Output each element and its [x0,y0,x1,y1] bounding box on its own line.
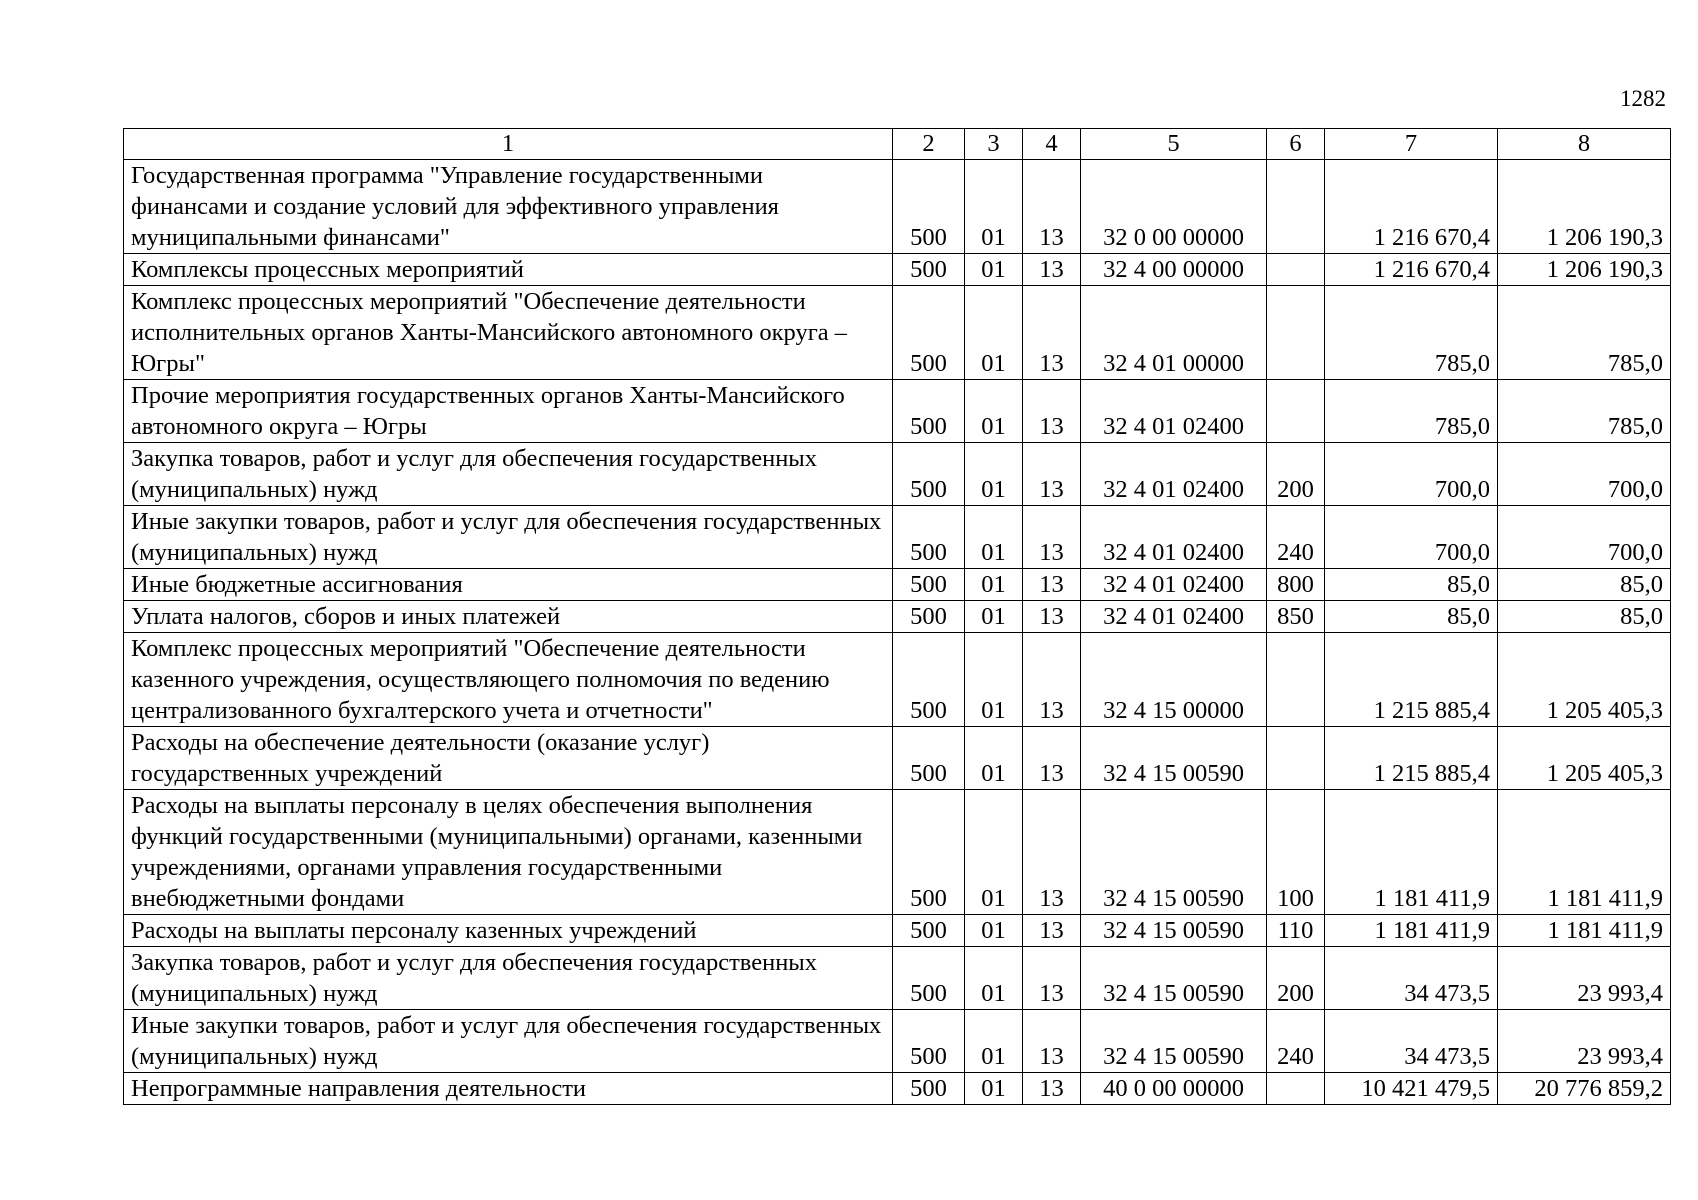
cell-col-5: 32 0 00 00000 [1081,160,1267,254]
table-row [124,380,1671,443]
table-row [124,443,1671,506]
cell-col-7: 10 421 479,5 [1325,1073,1498,1105]
cell-col-5: 32 4 01 02400 [1081,569,1267,601]
cell-col-4: 13 [1023,569,1081,601]
cell-col-2: 500 [893,569,965,601]
cell-col-7: 785,0 [1325,380,1498,443]
cell-col-4: 13 [1023,506,1081,569]
cell-col-7: 85,0 [1325,569,1498,601]
cell-col-4: 13 [1023,160,1081,254]
cell-col-2: 500 [893,506,965,569]
table-row [124,1010,1671,1073]
table-row [124,601,1671,633]
cell-col-5: 40 0 00 00000 [1081,1073,1267,1105]
cell-col-2: 500 [893,633,965,727]
table-row [124,727,1671,790]
cell-col-8: 1 181 411,9 [1498,915,1671,947]
cell-col-8: 785,0 [1498,286,1671,380]
cell-col-7: 1 216 670,4 [1325,254,1498,286]
cell-col-7: 700,0 [1325,443,1498,506]
cell-col-8: 20 776 859,2 [1498,1073,1671,1105]
cell-col-7: 34 473,5 [1325,947,1498,1010]
cell-col-5: 32 4 00 00000 [1081,254,1267,286]
cell-name: Расходы на обеспечение деятельности (оказание услуг) государственных учреждений [124,727,893,790]
cell-col-6: 240 [1267,506,1325,569]
cell-col-2: 500 [893,286,965,380]
cell-name: Закупка товаров, работ и услуг для обеспечения государственных (муниципальных) нужд [124,947,893,1010]
cell-name: Иные бюджетные ассигнования [124,569,893,601]
column-header-5: 5 [1081,129,1267,160]
cell-col-5: 32 4 15 00000 [1081,633,1267,727]
cell-col-7: 1 181 411,9 [1325,915,1498,947]
header-row [124,129,1671,160]
cell-col-3: 01 [965,506,1023,569]
cell-name: Комплексы процессных мероприятий [124,254,893,286]
table-row [124,790,1671,915]
table-row [124,947,1671,1010]
cell-name: Иные закупки товаров, работ и услуг для обеспечения государственных (муниципальных) нужд [124,506,893,569]
cell-col-7: 1 181 411,9 [1325,790,1498,915]
cell-name: Государственная программа "Управление государственными финансами и создание условий для эффективного управления муниципальными финансами" [124,160,893,254]
cell-col-6: 110 [1267,915,1325,947]
cell-col-4: 13 [1023,790,1081,915]
table-row [124,254,1671,286]
cell-col-8: 85,0 [1498,601,1671,633]
column-header-8: 8 [1498,129,1671,160]
cell-col-2: 500 [893,601,965,633]
cell-col-2: 500 [893,915,965,947]
cell-col-3: 01 [965,380,1023,443]
cell-col-3: 01 [965,286,1023,380]
cell-col-7: 85,0 [1325,601,1498,633]
cell-col-3: 01 [965,947,1023,1010]
cell-col-6 [1267,1073,1325,1105]
cell-col-3: 01 [965,1010,1023,1073]
cell-col-3: 01 [965,160,1023,254]
cell-col-6: 850 [1267,601,1325,633]
cell-col-7: 34 473,5 [1325,1010,1498,1073]
cell-col-5: 32 4 15 00590 [1081,727,1267,790]
cell-col-4: 13 [1023,633,1081,727]
table-row [124,569,1671,601]
cell-col-3: 01 [965,633,1023,727]
cell-col-8: 700,0 [1498,506,1671,569]
cell-col-2: 500 [893,1073,965,1105]
cell-col-4: 13 [1023,286,1081,380]
cell-col-4: 13 [1023,443,1081,506]
cell-col-7: 700,0 [1325,506,1498,569]
cell-col-6: 800 [1267,569,1325,601]
cell-col-4: 13 [1023,947,1081,1010]
cell-col-6 [1267,633,1325,727]
cell-col-5: 32 4 15 00590 [1081,1010,1267,1073]
cell-col-8: 1 205 405,3 [1498,727,1671,790]
cell-col-4: 13 [1023,727,1081,790]
cell-col-3: 01 [965,569,1023,601]
cell-col-8: 1 205 405,3 [1498,633,1671,727]
cell-col-4: 13 [1023,1010,1081,1073]
cell-col-8: 700,0 [1498,443,1671,506]
column-header-6: 6 [1267,129,1325,160]
cell-name: Закупка товаров, работ и услуг для обеспечения государственных (муниципальных) нужд [124,443,893,506]
cell-col-8: 1 181 411,9 [1498,790,1671,915]
cell-col-2: 500 [893,254,965,286]
cell-col-8: 23 993,4 [1498,947,1671,1010]
cell-col-8: 785,0 [1498,380,1671,443]
cell-col-5: 32 4 15 00590 [1081,915,1267,947]
cell-name: Иные закупки товаров, работ и услуг для обеспечения государственных (муниципальных) нужд [124,1010,893,1073]
cell-col-3: 01 [965,915,1023,947]
cell-col-6 [1267,160,1325,254]
table-row [124,286,1671,380]
table-row [124,915,1671,947]
cell-col-3: 01 [965,443,1023,506]
cell-col-5: 32 4 15 00590 [1081,790,1267,915]
cell-col-6 [1267,254,1325,286]
cell-col-4: 13 [1023,1073,1081,1105]
cell-col-7: 1 215 885,4 [1325,727,1498,790]
cell-col-3: 01 [965,254,1023,286]
column-header-7: 7 [1325,129,1498,160]
cell-col-2: 500 [893,160,965,254]
cell-col-3: 01 [965,727,1023,790]
cell-col-4: 13 [1023,601,1081,633]
cell-name: Прочие мероприятия государственных органов Ханты-Мансийского автономного округа – Югры [124,380,893,443]
cell-col-5: 32 4 01 02400 [1081,443,1267,506]
cell-col-8: 23 993,4 [1498,1010,1671,1073]
cell-name: Расходы на выплаты персоналу казенных учреждений [124,915,893,947]
table-row [124,633,1671,727]
cell-col-2: 500 [893,380,965,443]
cell-col-6: 200 [1267,947,1325,1010]
cell-col-2: 500 [893,443,965,506]
cell-col-2: 500 [893,1010,965,1073]
cell-col-4: 13 [1023,915,1081,947]
cell-name: Комплекс процессных мероприятий "Обеспечение деятельности казенного учреждения, осуществляющего полномочия по ведению централизованного бухгалтерского учета и отчетности" [124,633,893,727]
table-row [124,506,1671,569]
cell-col-7: 785,0 [1325,286,1498,380]
cell-name: Непрограммные направления деятельности [124,1073,893,1105]
cell-col-2: 500 [893,947,965,1010]
table-row [124,1073,1671,1105]
page-number: 1282 [1620,86,1666,111]
table-row [124,160,1671,254]
cell-col-4: 13 [1023,254,1081,286]
cell-col-6: 100 [1267,790,1325,915]
cell-col-5: 32 4 01 02400 [1081,506,1267,569]
cell-col-5: 32 4 01 02400 [1081,380,1267,443]
cell-col-2: 500 [893,727,965,790]
cell-col-3: 01 [965,1073,1023,1105]
budget-table [123,128,1671,1105]
cell-col-4: 13 [1023,380,1081,443]
cell-name: Уплата налогов, сборов и иных платежей [124,601,893,633]
cell-col-6: 240 [1267,1010,1325,1073]
cell-col-6 [1267,380,1325,443]
cell-col-6: 200 [1267,443,1325,506]
cell-col-6 [1267,286,1325,380]
table-body [124,160,1671,1105]
cell-col-2: 500 [893,790,965,915]
cell-col-5: 32 4 01 02400 [1081,601,1267,633]
column-header-3: 3 [965,129,1023,160]
cell-col-8: 1 206 190,3 [1498,160,1671,254]
cell-col-7: 1 215 885,4 [1325,633,1498,727]
cell-name: Комплекс процессных мероприятий "Обеспечение деятельности исполнительных органов Ханты-Мансийского автономного округа – Югры" [124,286,893,380]
cell-name: Расходы на выплаты персоналу в целях обеспечения выполнения функций государственными (муниципальными) органами, казенными учреждениями, органами управления государственными внебюджетными фондами [124,790,893,915]
cell-col-3: 01 [965,601,1023,633]
cell-col-3: 01 [965,790,1023,915]
cell-col-7: 1 216 670,4 [1325,160,1498,254]
column-header-1: 1 [124,129,893,160]
cell-col-6 [1267,727,1325,790]
cell-col-8: 85,0 [1498,569,1671,601]
column-header-2: 2 [893,129,965,160]
cell-col-5: 32 4 01 00000 [1081,286,1267,380]
column-header-4: 4 [1023,129,1081,160]
cell-col-5: 32 4 15 00590 [1081,947,1267,1010]
cell-col-8: 1 206 190,3 [1498,254,1671,286]
